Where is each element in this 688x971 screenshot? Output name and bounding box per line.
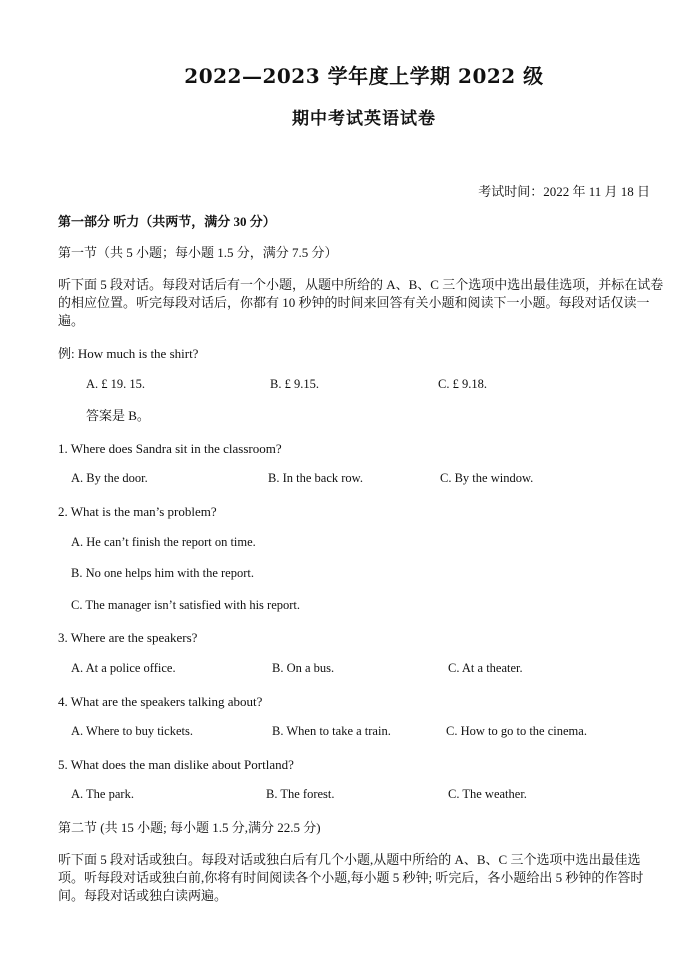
question-4: 4. What are the speakers talking about? <box>58 694 263 709</box>
q5-option-a: A. The park. <box>71 787 134 801</box>
exam-title: 2022—2023 学年度上学期 2022 级 <box>184 64 544 88</box>
q2-option-b: B. No one helps him with the report. <box>71 566 254 580</box>
example-option-c: C. £ 9.18. <box>438 377 487 391</box>
question-2: 2. What is the man’s problem? <box>58 504 217 519</box>
section2-instructions: 听下面 5 段对话或独白。每段对话或独白后有几个小题,从题中所给的 A、B、C 三个选项中选出最佳选项。听每段对话或独白前,你将有时间阅读各个小题,每小题 5 秒钟; 听完后，各小题给出 5 秒钟的作答时间。每段对话或独白读两遍。 <box>58 852 644 903</box>
example-question: 例: How much is the shirt? <box>58 346 199 361</box>
q5-option-c: C. The weather. <box>448 787 527 801</box>
q1-option-c: C. By the window. <box>440 471 534 485</box>
exam-time: 考试时间：2022 年 11 月 18 日 <box>478 184 650 199</box>
section1-instructions: 听下面 5 段对话。每段对话后有一个小题，从题中所给的 A、B、C 三个选项中选出最佳选项，并标在试卷的相应位置。听完每段对话后，你都有 10 秒钟的时间来回答有关小题和阅读下一小题。每段对话仅读一遍。 <box>58 277 664 328</box>
q4-option-a: A. Where to buy tickets. <box>71 724 193 738</box>
q1-option-b: B. In the back row. <box>268 471 363 485</box>
q3-option-c: C. At a theater. <box>448 661 523 675</box>
question-1: 1. Where does Sandra sit in the classroom? <box>58 441 282 456</box>
q2-option-c: C. The manager isn’t satisfied with his report. <box>71 598 301 612</box>
question-5: 5. What does the man dislike about Portland? <box>58 757 294 772</box>
q3-option-a: A. At a police office. <box>71 661 176 675</box>
q5-option-b: B. The forest. <box>266 787 335 801</box>
exam-subtitle: 期中考试英语试卷 <box>292 109 436 129</box>
section1-heading: 第一节（共 5 小题；每小题 1.5 分，满分 7.5 分） <box>58 245 338 260</box>
q4-option-c: C. How to go to the cinema. <box>446 724 587 738</box>
q3-option-b: B. On a bus. <box>272 661 335 675</box>
q4-option-b: B. When to take a train. <box>272 724 391 738</box>
section2-heading: 第二节 (共 15 小题; 每小题 1.5 分,满分 22.5 分) <box>58 820 321 835</box>
question-3: 3. Where are the speakers? <box>58 630 198 645</box>
q2-option-a: A. He can’t finish the report on time. <box>71 535 256 549</box>
example-answer: 答案是 B。 <box>86 408 150 423</box>
example-option-a: A. £ 19. 15. <box>86 377 146 391</box>
q1-option-a: A. By the door. <box>71 471 148 485</box>
example-option-b: B. £ 9.15. <box>270 377 319 391</box>
part1-heading: 第一部分 听力（共两节，满分 30 分） <box>58 214 276 229</box>
